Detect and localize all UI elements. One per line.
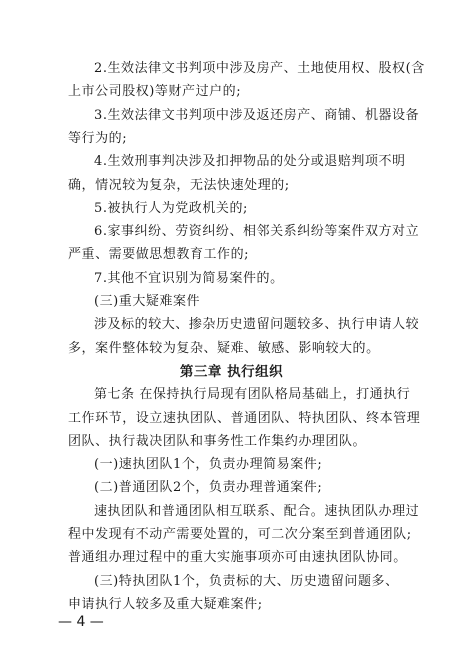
- text-line: (一)速执团队1个，负责办理简易案件;: [94, 457, 323, 472]
- text-line: 程中发现有不动产需要处置的，可二次分案至到普通团队;: [68, 527, 412, 542]
- text-line: 5.被执行人为党政机关的;: [94, 201, 248, 216]
- text-line: 严重、需要做思想教育工作的;: [68, 247, 250, 262]
- text-line: 涉及标的较大、掺杂历史遗留问题较多、执行申请人较: [94, 317, 420, 332]
- chapter-heading: 第三章 执行组织: [179, 364, 284, 380]
- text-line: 确，情况较为复杂，无法快速处理的;: [68, 178, 290, 193]
- text-line: (二)普通团队2个，负责办理普通案件;: [94, 480, 323, 495]
- text-line: 6.家事纠纷、劳资纠纷、相邻关系纠纷等案件双方对立: [94, 224, 420, 239]
- text-line: 申请执行人较多及重大疑难案件;: [68, 597, 263, 612]
- text-line: 工作环节，设立速执团队、普通团队、特执团队、终本管理: [68, 411, 421, 426]
- section-subheading: (三)重大疑难案件: [94, 294, 201, 309]
- text-line: 7.其他不宜识别为简易案件的。: [94, 271, 284, 286]
- text-line: 3.生效法律文书判项中涉及返还房产、商铺、机器设备: [94, 108, 420, 123]
- text-line: (三)特执团队1个，负责标的大、历史遗留问题多、: [94, 574, 399, 589]
- text-line: 第七条 在保持执行局现有团队格局基础上，打通执行: [94, 387, 411, 402]
- text-line: 普通组办理过程中的重大实施事项亦可由速执团队协同。: [68, 550, 407, 565]
- text-line: 团队、执行裁决团队和事务性工作集约办理团队。: [68, 434, 367, 449]
- text-line: 速执团队和普通团队相互联系、配合。速执团队办理过: [94, 504, 420, 519]
- page-number: — 4 —: [58, 614, 104, 630]
- text-line: 2.生效法律文书判项中涉及房产、土地使用权、股权(含: [94, 61, 425, 76]
- text-line: 4.生效刑事判决涉及扣押物品的处分或退赔判项不明: [94, 154, 406, 169]
- text-line: 多，案件整体较为复杂、疑难、敏感、影响较大的。: [68, 341, 380, 356]
- text-line: 等行为的;: [68, 131, 128, 146]
- text-line: 上市公司股权)等财产过户的;: [68, 84, 242, 99]
